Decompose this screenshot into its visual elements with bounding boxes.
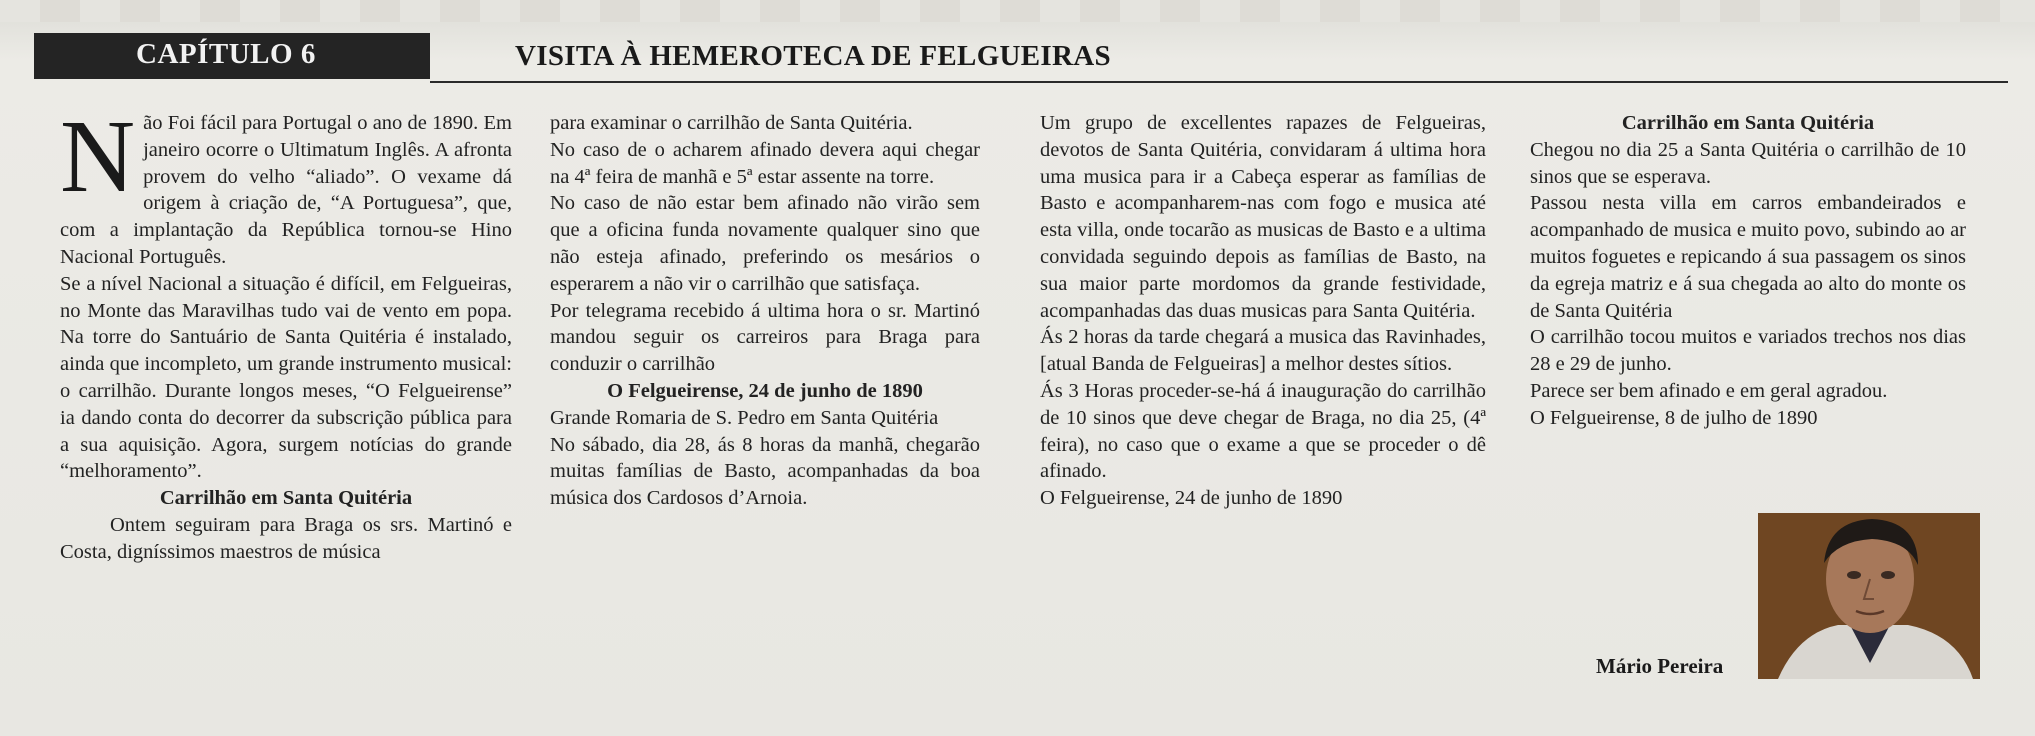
paragraph: Passou nesta villa em carros embandeirados e acompanhado de musica e muito povo, subindo ao ar muitos foguetes e repicando á sua passagem os sinos da egreja matriz e á sua chegada ao alto do monte os de Santa Quitéria (1530, 192, 1966, 322)
paragraph: No sábado, dia 28, ás 8 horas da manhã, chegarão muitas famílias de Basto, acompanhadas da boa música dos Cardosos d’Arnoia. (550, 433, 980, 510)
paragraph: Chegou no dia 25 a Santa Quitéria o carrilhão de 10 sinos que se esperava. (1530, 138, 1966, 188)
paragraph: Se a nível Nacional a situação é difícil, em Felgueiras, no Monte das Maravilhas tudo vai de vento em popa. Na torre do Santuário de Santa Quitéria é instalado, ainda que incompleto, um grande instrumento musical: o carrilhão. Durante longos meses, “O Felgueirense” ia dando conta do decorrer da subscrição pública para a sua aquisição. Agora, surgem notícias do grande “melhoramento”. (60, 272, 512, 483)
paragraph: Não Foi fácil para Portugal o ano de 1890. Em janeiro ocorre o Ultimatum Inglês. A afronta provem do velho “aliado”. O vexame dá origem à criação de, “A Portuguesa”, que, com a implantação da República tornou-se Hino Nacional Português. (60, 99, 512, 268)
paragraph: Por telegrama recebido á ultima hora o sr. Martinó mandou seguir os carreiros para Braga para conduzir o carrilhão (550, 299, 980, 376)
paragraph: Um grupo de excellentes rapazes de Felgueiras, devotos de Santa Quitéria, convidaram á ultima hora uma musica para ir a Cabeça esperar as famílias de Basto e acompanharem-nas com fogo e musica até esta villa, onde tocarão as musicas de Basto e a ultima convidada seguindo depois as famílias de Basto, na sua maior parte mordomos da grande festividade, acompanhadas das duas musicas para Santa Quitéria. (1040, 112, 1486, 322)
paragraph: O carrilhão tocou muitos e variados trechos nos dias 28 e 29 de junho. (1530, 326, 1966, 376)
paragraph: O Felgueirense, 8 de julho de 1890 (1530, 406, 1818, 429)
paragraph: para examinar o carrilhão de Santa Quitéria. (550, 112, 913, 134)
column-4 (1530, 110, 1966, 432)
portrait-image (1758, 513, 1980, 679)
paragraph: Ás 3 Horas proceder-se-há á inauguração do carrilhão de 10 sinos que deve chegar de Braga, no dia 25, (4ª feira), no caso que o exame a que se proceder o dê afinado. (1040, 379, 1486, 483)
chapter-label: CAPÍTULO 6 (136, 38, 316, 70)
paragraph: Ás 2 horas da tarde chegará a musica das Ravinhades, [atual Banda de Felgueiras] a melhor destes sítios. (1040, 326, 1486, 376)
drop-cap: N (60, 99, 136, 214)
paragraph: Grande Romaria de S. Pedro em Santa Quitéria (550, 406, 939, 429)
paragraph: No caso de o acharem afinado devera aqui chegar na 4ª feira de manhã e 5ª estar assente na torre. (550, 138, 980, 188)
paragraph: No caso de não estar bem afinado não virão sem que a oficina funda novamente qualquer sino que não esteja afinado, preferindo os mesários o esperarem a não vir o carrilhão que satisfaça. (550, 192, 980, 295)
column-2 (550, 110, 980, 512)
subheading: Carrilhão em Santa Quitéria (159, 487, 413, 510)
author-byline: Mário Pereira (1596, 654, 1724, 678)
header-rule (430, 81, 2008, 83)
section-title: VISITA À HEMEROTECA DE FELGUEIRAS (515, 40, 1111, 72)
column-1 (60, 99, 512, 566)
author-photo (1758, 513, 1980, 679)
paragraph: Parece ser bem afinado e em geral agradou. (1530, 379, 1888, 402)
paragraph: Ontem seguiram para Braga os srs. Martinó e Costa, digníssimos maestros de música (60, 513, 512, 563)
column-3 (1040, 110, 1486, 512)
previous-page-strip (0, 0, 2035, 22)
subheading: Carrilhão em Santa Quitéria (1621, 112, 1875, 134)
subheading: O Felgueirense, 24 de junho de 1890 (607, 379, 923, 402)
paragraph: O Felgueirense, 24 de junho de 1890 (1040, 487, 1343, 510)
